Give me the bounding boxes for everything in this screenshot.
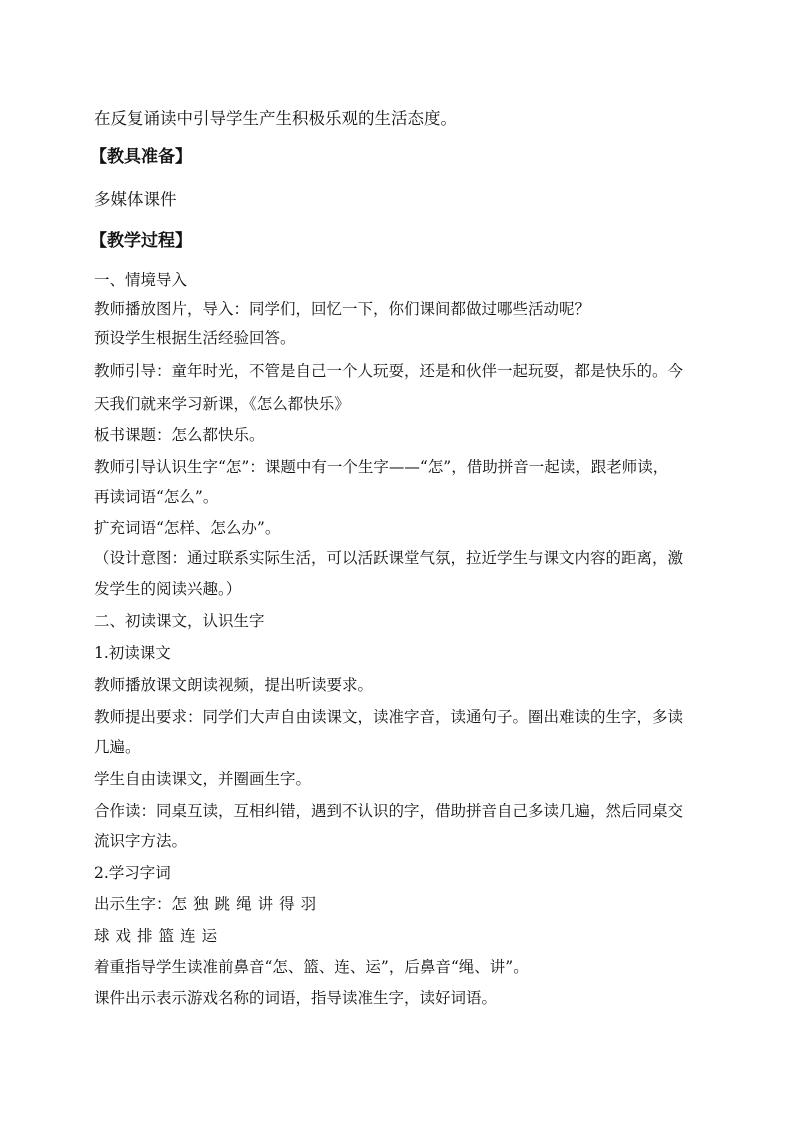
char: 排 (137, 927, 153, 945)
char: 得 (279, 895, 295, 913)
paragraph-line: 学生自由读课文，并圈画生字。 (94, 770, 312, 788)
new-chars-row (94, 893, 714, 915)
char: 绳 (236, 895, 252, 913)
char: 篮 (158, 927, 175, 945)
paragraph-line: 教师播放图片，导入：同学们，回忆一下，你们课间都做过哪些活动呢？ (94, 300, 591, 318)
paragraph-line: 二、初读课文，认识生字 (94, 612, 265, 630)
char: 羽 (300, 895, 317, 913)
char: 球 (94, 927, 110, 945)
paragraph-line: （设计意图：通过联系实际生活，可以活跃课堂气氛，拉近学生与课文内容的距离，激 (94, 549, 684, 567)
paragraph-line: 教师提出要求：同学们大声自由读课文，读准字音，读通句子。圈出难读的生字，多读 (94, 708, 684, 726)
tools-heading: 【教具准备】 (90, 147, 192, 167)
char: 连 (180, 927, 196, 945)
paragraph-line: 1.初读课文 (94, 644, 171, 662)
paragraph-line: 课件出示表示游戏名称的词语，指导读准生字，读好词语。 (94, 989, 498, 1007)
paragraph-line: 着重指导学生读准前鼻音“怎、篮、连、运”，后鼻音“绳、讲”。 (94, 958, 529, 976)
paragraph-line: 再读词语“怎么”。 (94, 488, 219, 506)
paragraph-line: 教师播放课文朗读视频，提出听读要求。 (94, 676, 374, 694)
char: 讲 (257, 895, 274, 913)
paragraph-line: 流识字方法。 (94, 832, 188, 850)
intro-line: 在反复诵读中引导学生产生积极乐观的生活态度。 (94, 109, 457, 128)
new-chars-row (94, 925, 714, 947)
paragraph-line: 一、情境导入 (94, 271, 188, 289)
char: 跳 (214, 895, 231, 913)
paragraph-line: 几遍。 (94, 738, 141, 756)
paragraph-line: 2.学习字词 (94, 864, 171, 882)
tools-content: 多媒体课件 (94, 190, 177, 209)
process-heading: 【教学过程】 (90, 231, 192, 251)
char: 运 (201, 927, 218, 945)
paragraph-line: 预设学生根据生活经验回答。 (94, 329, 296, 347)
paragraph-line: 扩充词语“怎样、怎么办”。 (94, 519, 281, 537)
paragraph-line: 教师引导认识生字“怎”：课题中有一个生字——“怎”，借助拼音一起读，跟老师读， (94, 458, 669, 476)
paragraph-line: 教师引导：童年时光，不管是自己一个人玩耍，还是和伙伴一起玩耍，都是快乐的。今 (94, 362, 684, 380)
new-chars-label: 出示生字： (94, 895, 172, 913)
char: 独 (193, 895, 209, 913)
paragraph-line: 发学生的阅读兴趣。） (94, 580, 242, 598)
paragraph-line: 板书课题：怎么都快乐。 (94, 426, 265, 444)
paragraph-line: 合作读：同桌互读，互相纠错，遇到不认识的字，借助拼音自己多读几遍，然后同桌交 (94, 802, 684, 820)
char: 戏 (115, 927, 132, 945)
char: 怎 (171, 895, 188, 913)
paragraph-line: 天我们就来学习新课，《怎么都快乐》 (94, 395, 350, 413)
